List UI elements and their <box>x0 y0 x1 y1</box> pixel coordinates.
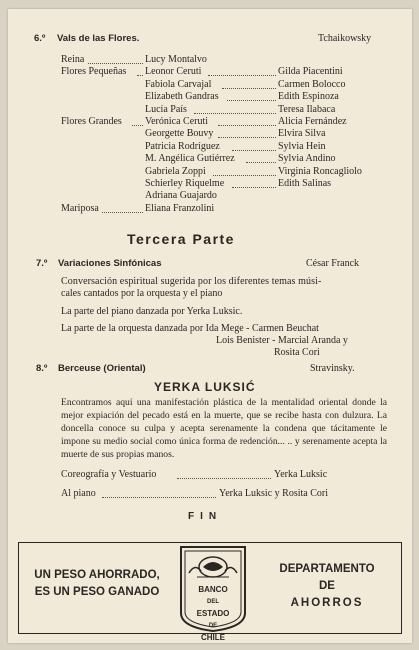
item8-title: Berceuse (Oriental) <box>58 363 146 374</box>
item8-composer: Stravinsky. <box>310 363 355 374</box>
cast-dancer: Georgette Bouvy <box>145 128 214 140</box>
logo-line5: CHILE <box>201 633 225 642</box>
item7-orch-line2: Lois Benister - Marcial Aranda y <box>216 335 348 346</box>
cast-alternate: Sylvia Andino <box>278 153 336 165</box>
author-heading: YERKA LUKSIĆ <box>154 380 256 394</box>
dancer-leader <box>232 187 276 188</box>
dancer-leader <box>222 88 276 89</box>
dancer-leader <box>218 137 277 138</box>
credit2-label: Al piano <box>61 488 96 499</box>
cast-alternate: Sylvia Hein <box>278 140 326 152</box>
cast-alternate: Teresa Ilabaca <box>278 103 336 115</box>
cast-alternate: Edith Espinoza <box>278 91 339 103</box>
item8-number: 8.º <box>36 363 48 374</box>
cast-role: Reina <box>61 54 85 65</box>
dancer-leader <box>208 75 276 76</box>
department-line1: DEPARTAMENTO <box>279 563 375 575</box>
cast-dancer: Verónica Ceruti <box>145 116 209 127</box>
item7-title: Variaciones Sinfónicas <box>58 258 162 269</box>
department-line2: DE <box>319 580 335 592</box>
logo-text <box>175 583 251 642</box>
cast-alternate: Elvira Silva <box>278 128 326 140</box>
role-leader <box>132 125 143 126</box>
item7-desc-line2: cales cantados por la orquesta y el piano <box>61 288 223 299</box>
item7-piano-line: La parte del piano danzada por Yerka Luksic. <box>61 306 243 317</box>
item7-orch-line3: Rosita Cori <box>274 347 320 358</box>
cast-alternate: Carmen Bolocco <box>278 78 346 90</box>
dancer-leader <box>246 162 276 163</box>
cast-dancer: Lucy Montalvo <box>145 54 207 65</box>
item7-number: 7.º <box>36 258 48 269</box>
cast-dancer: Schierley Riquelme <box>145 178 225 189</box>
section-title: Tercera Parte <box>127 231 235 247</box>
item6-number: 6.º <box>34 33 46 44</box>
dancer-leader <box>232 150 276 151</box>
advert-slogan <box>25 567 169 601</box>
dancer-leader <box>194 113 276 114</box>
cast-role: Mariposa <box>61 202 99 214</box>
cast-alternate: Edith Salinas <box>278 178 332 189</box>
dancer-leader <box>213 175 276 176</box>
credit1-value: Yerka Luksic <box>274 469 328 480</box>
cast-alternate: Alicia Fernández <box>278 116 347 127</box>
role-leader <box>88 63 144 64</box>
logo-line1: BANCO <box>198 585 228 594</box>
dancer-leader <box>227 100 276 101</box>
role-leader <box>102 212 143 213</box>
cast-alternate: Gilda Piacentini <box>278 66 343 78</box>
fin-text: FIN <box>188 511 223 522</box>
item6-title: Vals de las Flores. <box>57 33 140 44</box>
credit1-label: Coreografía y Vestuario <box>61 469 157 480</box>
cast-dancer: Gabriela Zoppi <box>145 165 206 177</box>
item6-composer: Tchaikowsky <box>318 33 372 44</box>
item8-paragraph: Encontramos aquí una manifestación plástica de la mentalidad oriental donde la mejor expiación del pecado está en la muerte, que se recibe hasta con dulzura. La doncella conoce su culpa y acepta serenamente la condena que tácitamente le impone su medio social como única forma de redención... .. y serenamente acepta la muerte de sus propias manos. <box>61 397 387 460</box>
cast-dancer: Adriana Guajardo <box>145 190 217 202</box>
credit2-value: Yerka Luksic y Rosita Cori <box>219 488 328 499</box>
logo-line3: ESTADO <box>196 609 230 618</box>
item7-composer: César Franck <box>306 258 360 269</box>
cast-dancer: M. Angélica Gutiérrez <box>145 153 235 165</box>
cast-dancer: Lucía País <box>145 103 187 115</box>
cast-alternate: Virginia Roncagliolo <box>278 165 362 177</box>
cast-dancer: Fabiola Carvajal <box>145 78 212 90</box>
dancer-leader <box>218 125 277 126</box>
logo-line2: DEL <box>207 599 219 605</box>
advert-department <box>255 561 399 612</box>
cast-role: Flores Pequeñas <box>61 66 127 78</box>
logo-line4: DE <box>208 623 218 629</box>
cast-role: Flores Grandes <box>61 116 122 127</box>
department-line3: AHORROS <box>290 597 364 609</box>
cast-dancer: Elizabeth Gandras <box>145 91 219 103</box>
slogan-line1: UN PESO AHORRADO, <box>34 569 160 581</box>
credit1-leader <box>177 478 271 479</box>
role-leader <box>137 75 144 76</box>
credit2-leader <box>102 497 216 498</box>
cast-dancer: Patricia Rodríguez <box>145 140 220 152</box>
slogan-line2: ES UN PESO GANADO <box>34 586 160 598</box>
bank-advert <box>18 542 402 642</box>
item7-orch-line1: La parte de la orquesta danzada por Ida Mege - Carmen Beuchat <box>61 323 319 334</box>
cast-dancer: Leonor Ceruti <box>145 66 202 78</box>
cast-dancer: Eliana Franzolini <box>145 202 215 214</box>
item7-desc-line1: Conversación espiritual sugerida por los diferentes temas músi- <box>61 276 322 287</box>
